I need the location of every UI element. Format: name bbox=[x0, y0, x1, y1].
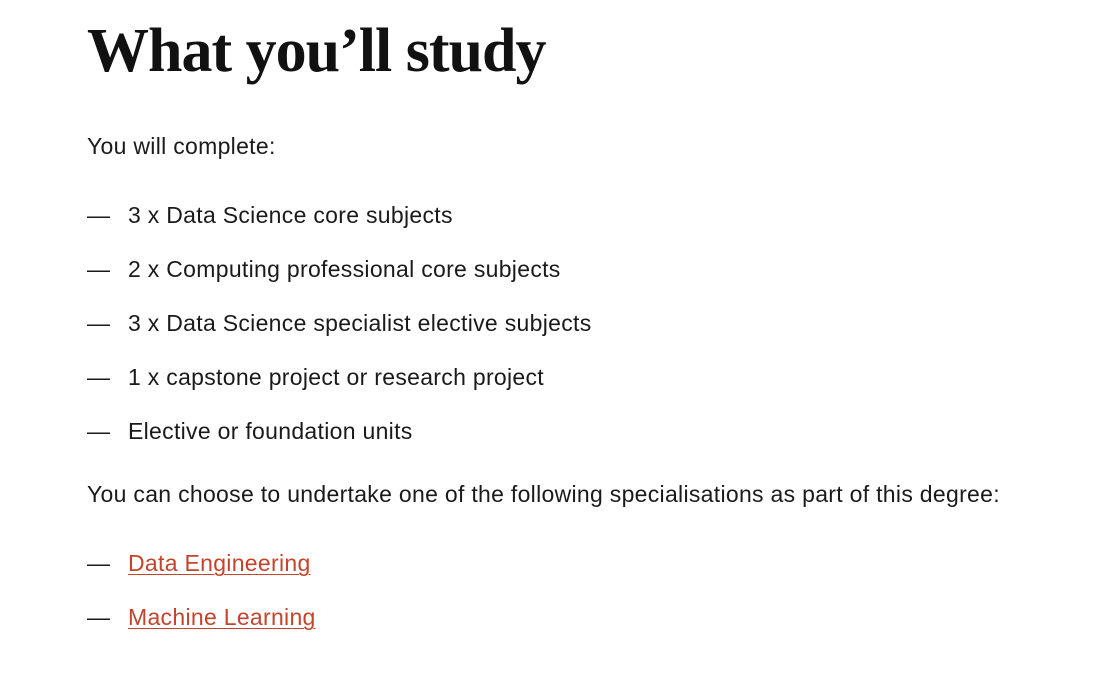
specialisations-intro-text: You can choose to undertake one of the following specialisations as part of this degree: bbox=[87, 481, 1000, 507]
data-engineering-link[interactable]: Data Engineering bbox=[128, 550, 311, 576]
dash-bullet: — bbox=[87, 364, 111, 390]
subject-item-text: 3 x Data Science specialist elective subjects bbox=[128, 310, 592, 336]
subject-item-text: Elective or foundation units bbox=[128, 418, 413, 444]
subject-item-text: 2 x Computing professional core subjects bbox=[128, 256, 561, 282]
dash-bullet: — bbox=[87, 310, 111, 336]
page-title: What you’ll study bbox=[87, 17, 546, 85]
dash-bullet: — bbox=[87, 418, 111, 444]
dash-bullet: — bbox=[87, 550, 111, 576]
dash-bullet: — bbox=[87, 256, 111, 282]
subject-item-text: 1 x capstone project or research project bbox=[128, 364, 544, 390]
intro-text: You will complete: bbox=[87, 133, 276, 159]
dash-bullet: — bbox=[87, 202, 111, 228]
subject-item-text: 3 x Data Science core subjects bbox=[128, 202, 453, 228]
machine-learning-link[interactable]: Machine Learning bbox=[128, 604, 316, 630]
dash-bullet: — bbox=[87, 604, 111, 630]
